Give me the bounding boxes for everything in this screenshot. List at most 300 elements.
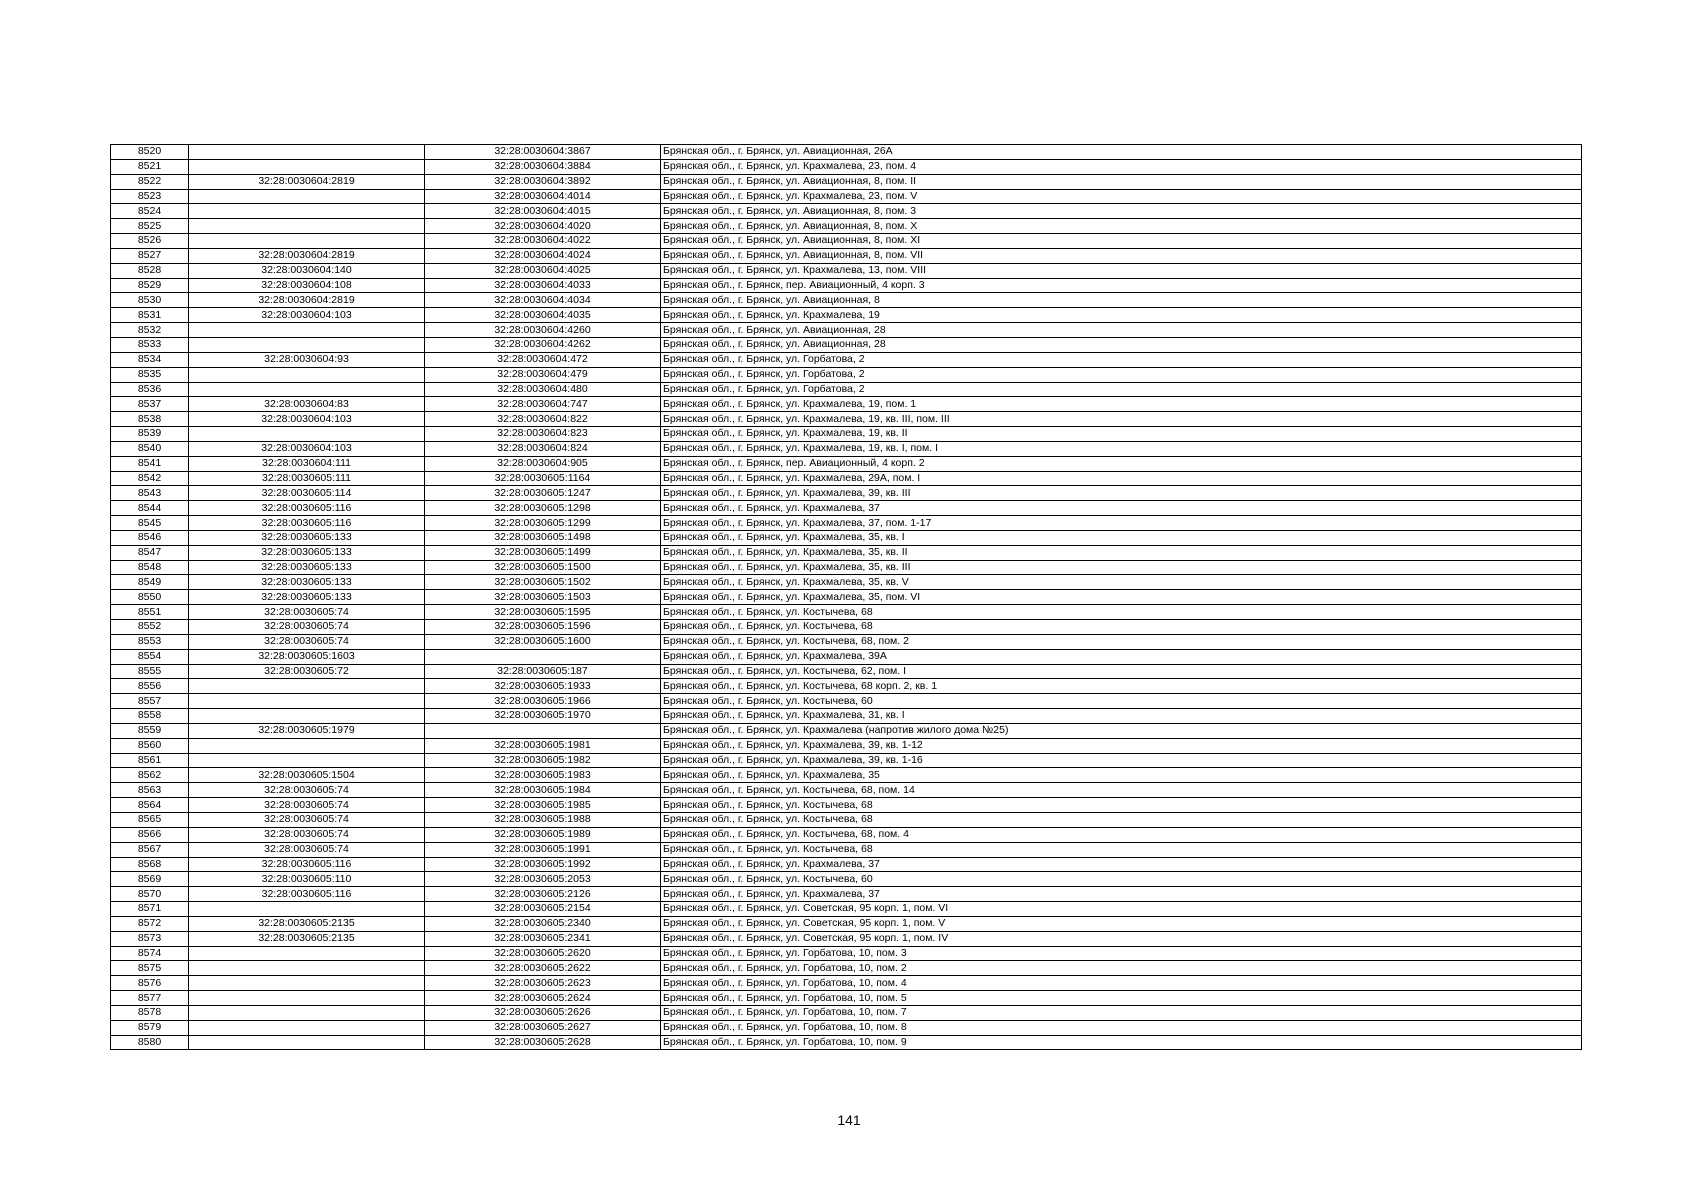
parent-cadastral-cell: 32:28:0030604:2819	[189, 174, 425, 189]
table-row	[111, 501, 1582, 516]
cadastral-number-cell: 32:28:0030604:4024	[425, 248, 661, 263]
row-number-cell: 8546	[111, 530, 189, 545]
address-cell: Брянская обл., г. Брянск, ул. Крахмалева (напротив жилого дома №25)	[661, 723, 1582, 738]
parent-cadastral-cell: 32:28:0030605:116	[189, 516, 425, 531]
parent-cadastral-cell	[189, 753, 425, 768]
row-number-cell: 8544	[111, 501, 189, 516]
parent-cadastral-cell	[189, 976, 425, 991]
row-number-cell: 8572	[111, 916, 189, 931]
table-row	[111, 456, 1582, 471]
table-row	[111, 857, 1582, 872]
cadastral-number-cell: 32:28:0030604:823	[425, 427, 661, 442]
cadastral-number-cell	[425, 723, 661, 738]
row-number-cell: 8548	[111, 560, 189, 575]
cadastral-number-cell: 32:28:0030605:1981	[425, 738, 661, 753]
table-row	[111, 560, 1582, 575]
row-number-cell: 8556	[111, 679, 189, 694]
table-row	[111, 308, 1582, 323]
parent-cadastral-cell: 32:28:0030604:93	[189, 352, 425, 367]
parent-cadastral-cell: 32:28:0030605:1979	[189, 723, 425, 738]
table-row	[111, 842, 1582, 857]
address-cell: Брянская обл., г. Брянск, ул. Костычева, 60	[661, 872, 1582, 887]
cadastral-number-cell: 32:28:0030604:4020	[425, 219, 661, 234]
table-row	[111, 530, 1582, 545]
parent-cadastral-cell	[189, 382, 425, 397]
row-number-cell: 8527	[111, 248, 189, 263]
cadastral-number-cell: 32:28:0030605:1247	[425, 486, 661, 501]
address-cell: Брянская обл., г. Брянск, ул. Авиационная, 26А	[661, 145, 1582, 160]
parent-cadastral-cell	[189, 234, 425, 249]
row-number-cell: 8564	[111, 798, 189, 813]
address-cell: Брянская обл., г. Брянск, ул. Горбатова, 10, пом. 9	[661, 1035, 1582, 1050]
row-number-cell: 8543	[111, 486, 189, 501]
parent-cadastral-cell: 32:28:0030605:2135	[189, 931, 425, 946]
row-number-cell: 8565	[111, 812, 189, 827]
row-number-cell: 8530	[111, 293, 189, 308]
table-row	[111, 812, 1582, 827]
cadastral-number-cell: 32:28:0030605:1595	[425, 605, 661, 620]
table-row	[111, 545, 1582, 560]
parent-cadastral-cell: 32:28:0030604:103	[189, 441, 425, 456]
table-row	[111, 323, 1582, 338]
parent-cadastral-cell	[189, 323, 425, 338]
row-number-cell: 8560	[111, 738, 189, 753]
parent-cadastral-cell	[189, 991, 425, 1006]
address-cell: Брянская обл., г. Брянск, ул. Крахмалева, 19, кв. I, пом. I	[661, 441, 1582, 456]
cadastral-number-cell: 32:28:0030605:1498	[425, 530, 661, 545]
row-number-cell: 8542	[111, 471, 189, 486]
parent-cadastral-cell	[189, 189, 425, 204]
parent-cadastral-cell: 32:28:0030605:74	[189, 605, 425, 620]
parent-cadastral-cell: 32:28:0030605:133	[189, 575, 425, 590]
table-row	[111, 872, 1582, 887]
table-row	[111, 768, 1582, 783]
address-cell: Брянская обл., г. Брянск, ул. Крахмалева, 23, пом. V	[661, 189, 1582, 204]
parent-cadastral-cell: 32:28:0030604:140	[189, 263, 425, 278]
table-row	[111, 367, 1582, 382]
row-number-cell: 8547	[111, 545, 189, 560]
cadastral-number-cell: 32:28:0030604:472	[425, 352, 661, 367]
table-row	[111, 337, 1582, 352]
parent-cadastral-cell	[189, 219, 425, 234]
cadastral-number-cell: 32:28:0030605:1596	[425, 620, 661, 635]
address-cell: Брянская обл., г. Брянск, ул. Горбатова, 2	[661, 382, 1582, 397]
cadastral-number-cell: 32:28:0030605:2623	[425, 976, 661, 991]
cadastral-number-cell: 32:28:0030605:1600	[425, 634, 661, 649]
row-number-cell: 8545	[111, 516, 189, 531]
address-cell: Брянская обл., г. Брянск, ул. Горбатова, 10, пом. 4	[661, 976, 1582, 991]
table-row	[111, 516, 1582, 531]
address-cell: Брянская обл., г. Брянск, пер. Авиационный, 4 корп. 3	[661, 278, 1582, 293]
parent-cadastral-cell	[189, 367, 425, 382]
row-number-cell: 8521	[111, 159, 189, 174]
cadastral-number-cell: 32:28:0030604:824	[425, 441, 661, 456]
parent-cadastral-cell: 32:28:0030605:74	[189, 812, 425, 827]
address-cell: Брянская обл., г. Брянск, ул. Костычева, 68	[661, 620, 1582, 635]
row-number-cell: 8573	[111, 931, 189, 946]
row-number-cell: 8549	[111, 575, 189, 590]
cadastral-number-cell: 32:28:0030604:4035	[425, 308, 661, 323]
row-number-cell: 8536	[111, 382, 189, 397]
parent-cadastral-cell	[189, 1005, 425, 1020]
row-number-cell: 8555	[111, 664, 189, 679]
address-cell: Брянская обл., г. Брянск, ул. Крахмалева, 23, пом. 4	[661, 159, 1582, 174]
parent-cadastral-cell: 32:28:0030605:74	[189, 620, 425, 635]
address-cell: Брянская обл., г. Брянск, ул. Авиационная, 8	[661, 293, 1582, 308]
address-cell: Брянская обл., г. Брянск, ул. Костычева, 60	[661, 694, 1582, 709]
address-cell: Брянская обл., г. Брянск, ул. Горбатова, 10, пом. 8	[661, 1020, 1582, 1035]
table-row	[111, 605, 1582, 620]
table-row	[111, 783, 1582, 798]
cadastral-number-cell: 32:28:0030605:1164	[425, 471, 661, 486]
parent-cadastral-cell: 32:28:0030604:83	[189, 397, 425, 412]
row-number-cell: 8567	[111, 842, 189, 857]
address-cell: Брянская обл., г. Брянск, ул. Горбатова, 10, пом. 2	[661, 961, 1582, 976]
parent-cadastral-cell: 32:28:0030605:74	[189, 798, 425, 813]
table-row	[111, 352, 1582, 367]
row-number-cell: 8535	[111, 367, 189, 382]
row-number-cell: 8528	[111, 263, 189, 278]
row-number-cell: 8520	[111, 145, 189, 160]
row-number-cell: 8574	[111, 946, 189, 961]
address-cell: Брянская обл., г. Брянск, ул. Крахмалева, 29А, пом. I	[661, 471, 1582, 486]
table-row	[111, 293, 1582, 308]
address-cell: Брянская обл., г. Брянск, ул. Крахмалева, 19, пом. 1	[661, 397, 1582, 412]
row-number-cell: 8553	[111, 634, 189, 649]
parent-cadastral-cell: 32:28:0030605:74	[189, 827, 425, 842]
table-row	[111, 382, 1582, 397]
parent-cadastral-cell: 32:28:0030605:2135	[189, 916, 425, 931]
address-cell: Брянская обл., г. Брянск, ул. Советская, 95 корп. 1, пом. IV	[661, 931, 1582, 946]
table-row	[111, 1020, 1582, 1035]
cadastral-number-cell: 32:28:0030605:1502	[425, 575, 661, 590]
cadastral-number-cell: 32:28:0030604:3892	[425, 174, 661, 189]
cadastral-number-cell: 32:28:0030604:905	[425, 456, 661, 471]
table-row	[111, 159, 1582, 174]
cadastral-number-cell: 32:28:0030604:479	[425, 367, 661, 382]
registry-table	[110, 144, 1582, 1050]
address-cell: Брянская обл., г. Брянск, ул. Крахмалева, 35, кв. III	[661, 560, 1582, 575]
table-row	[111, 946, 1582, 961]
table-row	[111, 976, 1582, 991]
table-row	[111, 248, 1582, 263]
parent-cadastral-cell: 32:28:0030604:2819	[189, 248, 425, 263]
address-cell: Брянская обл., г. Брянск, ул. Авиационная, 28	[661, 337, 1582, 352]
table-row	[111, 471, 1582, 486]
row-number-cell: 8525	[111, 219, 189, 234]
parent-cadastral-cell: 32:28:0030605:74	[189, 783, 425, 798]
row-number-cell: 8524	[111, 204, 189, 219]
address-cell: Брянская обл., г. Брянск, ул. Крахмалева, 19	[661, 308, 1582, 323]
row-number-cell: 8541	[111, 456, 189, 471]
parent-cadastral-cell: 32:28:0030605:74	[189, 634, 425, 649]
cadastral-number-cell: 32:28:0030604:4025	[425, 263, 661, 278]
parent-cadastral-cell: 32:28:0030605:116	[189, 887, 425, 902]
cadastral-number-cell: 32:28:0030605:2154	[425, 902, 661, 917]
row-number-cell: 8557	[111, 694, 189, 709]
table-row	[111, 263, 1582, 278]
address-cell: Брянская обл., г. Брянск, ул. Крахмалева, 37	[661, 857, 1582, 872]
address-cell: Брянская обл., г. Брянск, ул. Крахмалева, 31, кв. I	[661, 709, 1582, 724]
parent-cadastral-cell	[189, 694, 425, 709]
table-row	[111, 1035, 1582, 1050]
address-cell: Брянская обл., г. Брянск, ул. Крахмалева, 19, кв. II	[661, 427, 1582, 442]
parent-cadastral-cell	[189, 902, 425, 917]
row-number-cell: 8529	[111, 278, 189, 293]
table-row	[111, 723, 1582, 738]
row-number-cell: 8526	[111, 234, 189, 249]
cadastral-number-cell: 32:28:0030605:1503	[425, 590, 661, 605]
cadastral-number-cell: 32:28:0030605:1970	[425, 709, 661, 724]
table-row	[111, 174, 1582, 189]
parent-cadastral-cell: 32:28:0030604:2819	[189, 293, 425, 308]
address-cell: Брянская обл., г. Брянск, ул. Крахмалева, 35, кв. II	[661, 545, 1582, 560]
address-cell: Брянская обл., г. Брянск, ул. Крахмалева, 35, кв. I	[661, 530, 1582, 545]
address-cell: Брянская обл., г. Брянск, ул. Костычева, 62, пом. I	[661, 664, 1582, 679]
address-cell: Брянская обл., г. Брянск, ул. Костычева, 68, пом. 14	[661, 783, 1582, 798]
row-number-cell: 8533	[111, 337, 189, 352]
cadastral-number-cell: 32:28:0030604:747	[425, 397, 661, 412]
address-cell: Брянская обл., г. Брянск, ул. Костычева, 68 корп. 2, кв. 1	[661, 679, 1582, 694]
parent-cadastral-cell: 32:28:0030605:114	[189, 486, 425, 501]
table-row	[111, 916, 1582, 931]
address-cell: Брянская обл., г. Брянск, ул. Советская, 95 корп. 1, пом. V	[661, 916, 1582, 931]
cadastral-number-cell: 32:28:0030605:1499	[425, 545, 661, 560]
parent-cadastral-cell: 32:28:0030605:110	[189, 872, 425, 887]
table-row	[111, 902, 1582, 917]
parent-cadastral-cell: 32:28:0030604:111	[189, 456, 425, 471]
parent-cadastral-cell: 32:28:0030605:133	[189, 590, 425, 605]
address-cell: Брянская обл., г. Брянск, ул. Костычева, 68	[661, 798, 1582, 813]
parent-cadastral-cell: 32:28:0030605:133	[189, 545, 425, 560]
cadastral-number-cell: 32:28:0030605:1298	[425, 501, 661, 516]
row-number-cell: 8554	[111, 649, 189, 664]
cadastral-number-cell: 32:28:0030605:2340	[425, 916, 661, 931]
row-number-cell: 8531	[111, 308, 189, 323]
table-row	[111, 887, 1582, 902]
address-cell: Брянская обл., г. Брянск, ул. Горбатова, 10, пом. 3	[661, 946, 1582, 961]
row-number-cell: 8562	[111, 768, 189, 783]
table-row	[111, 961, 1582, 976]
table-row	[111, 397, 1582, 412]
address-cell: Брянская обл., г. Брянск, ул. Горбатова, 2	[661, 367, 1582, 382]
parent-cadastral-cell	[189, 946, 425, 961]
address-cell: Брянская обл., г. Брянск, ул. Авиационная, 28	[661, 323, 1582, 338]
address-cell: Брянская обл., г. Брянск, ул. Крахмалева, 39А	[661, 649, 1582, 664]
table-row	[111, 709, 1582, 724]
address-cell: Брянская обл., г. Брянск, ул. Крахмалева, 37	[661, 887, 1582, 902]
cadastral-number-cell: 32:28:0030604:822	[425, 412, 661, 427]
address-cell: Брянская обл., г. Брянск, ул. Костычева, 68, пом. 2	[661, 634, 1582, 649]
address-cell: Брянская обл., г. Брянск, ул. Крахмалева, 19, кв. III, пом. III	[661, 412, 1582, 427]
row-number-cell: 8575	[111, 961, 189, 976]
cadastral-number-cell: 32:28:0030605:2622	[425, 961, 661, 976]
cadastral-number-cell: 32:28:0030604:4033	[425, 278, 661, 293]
table-row	[111, 798, 1582, 813]
table-row	[111, 694, 1582, 709]
table-row	[111, 145, 1582, 160]
table-row	[111, 590, 1582, 605]
address-cell: Брянская обл., г. Брянск, ул. Крахмалева, 39, кв. III	[661, 486, 1582, 501]
parent-cadastral-cell: 32:28:0030605:111	[189, 471, 425, 486]
table-row	[111, 234, 1582, 249]
table-row	[111, 634, 1582, 649]
row-number-cell: 8568	[111, 857, 189, 872]
page-number: 141	[837, 1112, 861, 1128]
address-cell: Брянская обл., г. Брянск, ул. Авиационная, 8, пом. VII	[661, 248, 1582, 263]
cadastral-number-cell: 32:28:0030605:1299	[425, 516, 661, 531]
cadastral-number-cell	[425, 649, 661, 664]
parent-cadastral-cell	[189, 679, 425, 694]
parent-cadastral-cell	[189, 145, 425, 160]
parent-cadastral-cell	[189, 961, 425, 976]
address-cell: Брянская обл., г. Брянск, ул. Крахмалева, 39, кв. 1-16	[661, 753, 1582, 768]
table-row	[111, 827, 1582, 842]
registry-table-container	[110, 144, 1582, 1050]
row-number-cell: 8559	[111, 723, 189, 738]
address-cell: Брянская обл., г. Брянск, ул. Советская, 95 корп. 1, пом. VI	[661, 902, 1582, 917]
address-cell: Брянская обл., г. Брянск, ул. Крахмалева, 35, пом. VI	[661, 590, 1582, 605]
parent-cadastral-cell	[189, 738, 425, 753]
cadastral-number-cell: 32:28:0030605:1966	[425, 694, 661, 709]
row-number-cell: 8552	[111, 620, 189, 635]
address-cell: Брянская обл., г. Брянск, ул. Крахмалева, 39, кв. 1-12	[661, 738, 1582, 753]
table-row	[111, 278, 1582, 293]
row-number-cell: 8580	[111, 1035, 189, 1050]
cadastral-number-cell: 32:28:0030605:2341	[425, 931, 661, 946]
cadastral-number-cell: 32:28:0030604:3884	[425, 159, 661, 174]
parent-cadastral-cell	[189, 1035, 425, 1050]
row-number-cell: 8569	[111, 872, 189, 887]
table-row	[111, 620, 1582, 635]
row-number-cell: 8539	[111, 427, 189, 442]
address-cell: Брянская обл., г. Брянск, ул. Авиационная, 8, пом. XI	[661, 234, 1582, 249]
address-cell: Брянская обл., г. Брянск, ул. Крахмалева, 35	[661, 768, 1582, 783]
address-cell: Брянская обл., г. Брянск, пер. Авиационный, 4 корп. 2	[661, 456, 1582, 471]
row-number-cell: 8538	[111, 412, 189, 427]
cadastral-number-cell: 32:28:0030604:4015	[425, 204, 661, 219]
cadastral-number-cell: 32:28:0030605:1989	[425, 827, 661, 842]
table-row	[111, 664, 1582, 679]
cadastral-number-cell: 32:28:0030605:1500	[425, 560, 661, 575]
parent-cadastral-cell: 32:28:0030605:116	[189, 857, 425, 872]
address-cell: Брянская обл., г. Брянск, ул. Крахмалева, 37	[661, 501, 1582, 516]
table-row	[111, 427, 1582, 442]
row-number-cell: 8578	[111, 1005, 189, 1020]
row-number-cell: 8561	[111, 753, 189, 768]
table-row	[111, 931, 1582, 946]
row-number-cell: 8523	[111, 189, 189, 204]
cadastral-number-cell: 32:28:0030605:1985	[425, 798, 661, 813]
row-number-cell: 8532	[111, 323, 189, 338]
parent-cadastral-cell: 32:28:0030604:103	[189, 308, 425, 323]
row-number-cell: 8522	[111, 174, 189, 189]
parent-cadastral-cell	[189, 159, 425, 174]
address-cell: Брянская обл., г. Брянск, ул. Костычева, 68	[661, 842, 1582, 857]
parent-cadastral-cell	[189, 709, 425, 724]
table-row	[111, 738, 1582, 753]
address-cell: Брянская обл., г. Брянск, ул. Крахмалева, 37, пом. 1-17	[661, 516, 1582, 531]
cadastral-number-cell: 32:28:0030605:1933	[425, 679, 661, 694]
parent-cadastral-cell: 32:28:0030605:1504	[189, 768, 425, 783]
parent-cadastral-cell	[189, 427, 425, 442]
table-row	[111, 219, 1582, 234]
table-row	[111, 412, 1582, 427]
row-number-cell: 8563	[111, 783, 189, 798]
address-cell: Брянская обл., г. Брянск, ул. Костычева, 68, пом. 4	[661, 827, 1582, 842]
row-number-cell: 8566	[111, 827, 189, 842]
table-row	[111, 486, 1582, 501]
table-row	[111, 204, 1582, 219]
cadastral-number-cell: 32:28:0030605:1984	[425, 783, 661, 798]
table-row	[111, 441, 1582, 456]
parent-cadastral-cell: 32:28:0030604:103	[189, 412, 425, 427]
cadastral-number-cell: 32:28:0030604:4014	[425, 189, 661, 204]
cadastral-number-cell: 32:28:0030605:2624	[425, 991, 661, 1006]
table-row	[111, 991, 1582, 1006]
cadastral-number-cell: 32:28:0030605:1991	[425, 842, 661, 857]
row-number-cell: 8537	[111, 397, 189, 412]
parent-cadastral-cell: 32:28:0030605:133	[189, 530, 425, 545]
cadastral-number-cell: 32:28:0030605:187	[425, 664, 661, 679]
table-row	[111, 679, 1582, 694]
address-cell: Брянская обл., г. Брянск, ул. Авиационная, 8, пом. II	[661, 174, 1582, 189]
address-cell: Брянская обл., г. Брянск, ул. Авиационная, 8, пом. X	[661, 219, 1582, 234]
row-number-cell: 8534	[111, 352, 189, 367]
cadastral-number-cell: 32:28:0030605:2627	[425, 1020, 661, 1035]
cadastral-number-cell: 32:28:0030604:4022	[425, 234, 661, 249]
address-cell: Брянская обл., г. Брянск, ул. Крахмалева, 35, кв. V	[661, 575, 1582, 590]
cadastral-number-cell: 32:28:0030605:2628	[425, 1035, 661, 1050]
address-cell: Брянская обл., г. Брянск, ул. Костычева, 68	[661, 812, 1582, 827]
cadastral-number-cell: 32:28:0030604:4260	[425, 323, 661, 338]
cadastral-number-cell: 32:28:0030605:2053	[425, 872, 661, 887]
address-cell: Брянская обл., г. Брянск, ул. Крахмалева, 13, пом. VIII	[661, 263, 1582, 278]
cadastral-number-cell: 32:28:0030605:1988	[425, 812, 661, 827]
cadastral-number-cell: 32:28:0030604:4034	[425, 293, 661, 308]
row-number-cell: 8577	[111, 991, 189, 1006]
table-row	[111, 649, 1582, 664]
table-row	[111, 189, 1582, 204]
parent-cadastral-cell: 32:28:0030604:108	[189, 278, 425, 293]
parent-cadastral-cell: 32:28:0030605:116	[189, 501, 425, 516]
table-row	[111, 753, 1582, 768]
row-number-cell: 8550	[111, 590, 189, 605]
parent-cadastral-cell: 32:28:0030605:72	[189, 664, 425, 679]
row-number-cell: 8571	[111, 902, 189, 917]
parent-cadastral-cell: 32:28:0030605:1603	[189, 649, 425, 664]
cadastral-number-cell: 32:28:0030605:2620	[425, 946, 661, 961]
table-row	[111, 575, 1582, 590]
parent-cadastral-cell	[189, 337, 425, 352]
address-cell: Брянская обл., г. Брянск, ул. Горбатова, 2	[661, 352, 1582, 367]
address-cell: Брянская обл., г. Брянск, ул. Горбатова, 10, пом. 5	[661, 991, 1582, 1006]
cadastral-number-cell: 32:28:0030604:480	[425, 382, 661, 397]
row-number-cell: 8570	[111, 887, 189, 902]
cadastral-number-cell: 32:28:0030605:2626	[425, 1005, 661, 1020]
row-number-cell: 8579	[111, 1020, 189, 1035]
parent-cadastral-cell: 32:28:0030605:133	[189, 560, 425, 575]
cadastral-number-cell: 32:28:0030605:1983	[425, 768, 661, 783]
table-row	[111, 1005, 1582, 1020]
address-cell: Брянская обл., г. Брянск, ул. Авиационная, 8, пом. 3	[661, 204, 1582, 219]
parent-cadastral-cell	[189, 1020, 425, 1035]
cadastral-number-cell: 32:28:0030604:4262	[425, 337, 661, 352]
parent-cadastral-cell: 32:28:0030605:74	[189, 842, 425, 857]
cadastral-number-cell: 32:28:0030604:3867	[425, 145, 661, 160]
address-cell: Брянская обл., г. Брянск, ул. Горбатова, 10, пом. 7	[661, 1005, 1582, 1020]
registry-table-body	[111, 145, 1582, 1050]
